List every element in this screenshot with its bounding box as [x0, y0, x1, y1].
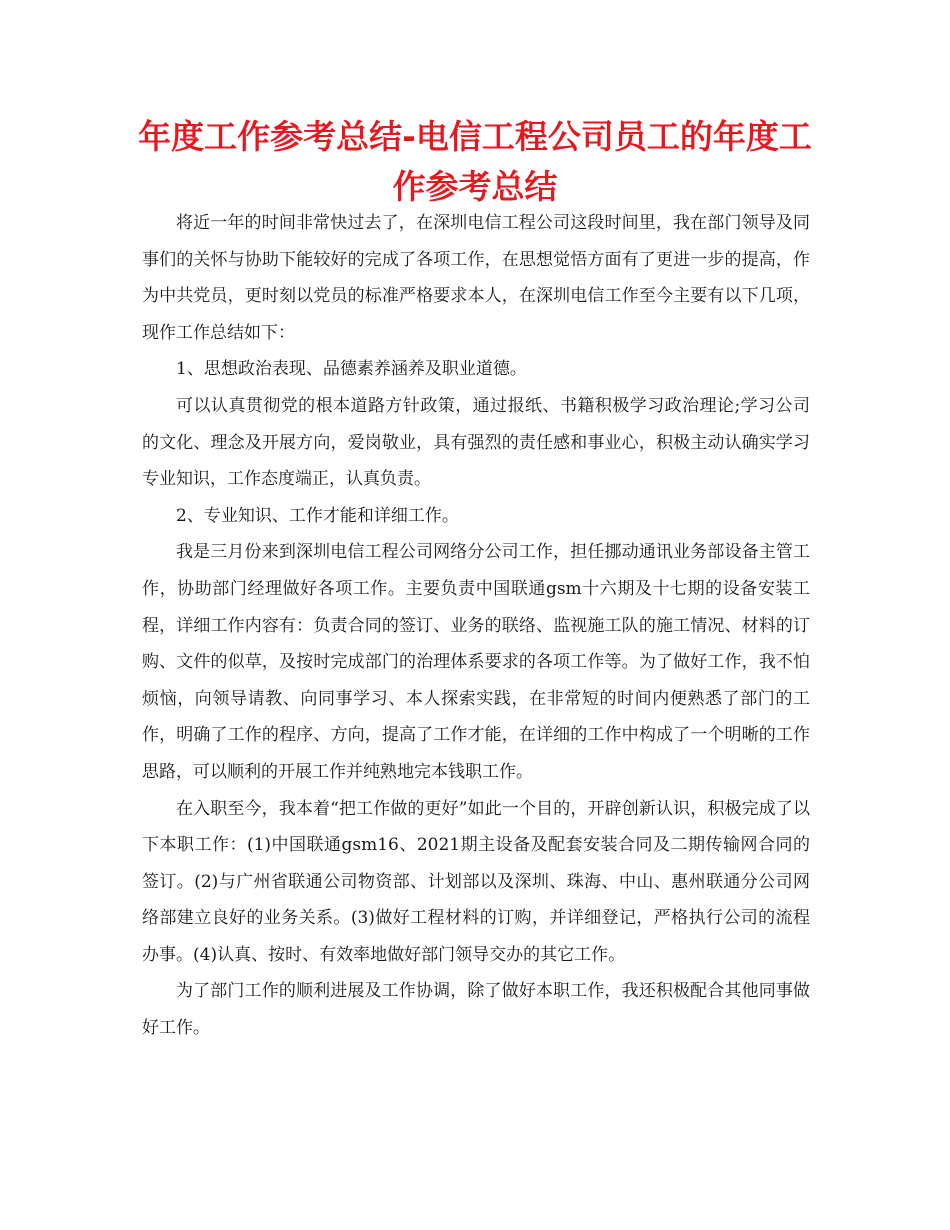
document-title: 年度工作参考总结-电信工程公司员工的年度工作参考总结 — [138, 117, 812, 206]
paragraph-work-details: 我是三月份来到深圳电信工程公司网络分公司工作，担任挪动通讯业务部设备主管工作，协助部门经理做好各项工作。主要负责中国联通gsm十六期及十七期的设备安装工程，详细工作内容有：负责合同的签订、业务的联络、监视施工队的施工情况、材料的订购、文件的似草，及按时完成部门的治理体系要求的各项工作等。为了做好工作，我不怕烦恼，向领导请教、向同事学习、本人探索实践，在非常短的时间内便熟悉了部门的工作，明确了工作的程序、方向，提高了工作才能，在详细的工作中构成了一个明晰的工作思路，可以顺利的开展工作并纯熟地完本钱职工作。 — [142, 542, 810, 782]
paragraph-political: 可以认真贯彻党的根本道路方针政策，通过报纸、书籍积极学习政治理论;学习公司的文化、理念及开展方向，爱岗敬业，具有强烈的责任感和事业心，积极主动认确实学习专业知识，工作态度端正，认真负责。 — [142, 395, 810, 490]
document-body — [142, 205, 810, 1047]
paragraph-heading-1: 1、思想政治表现、品德素养涵养及职业道德。 — [176, 359, 527, 380]
paragraph-heading-2: 2、专业知识、工作才能和详细工作。 — [176, 505, 459, 526]
paragraph-intro: 将近一年的时间非常快过去了，在深圳电信工程公司这段时间里，我在部门领导及同事们的关怀与协助下能较好的完成了各项工作，在思想觉悟方面有了更进一步的提高，作为中共党员，更时刻以党员的标准严格要求本人，在深圳电信工作至今主要有以下几项，现作工作总结如下： — [142, 213, 810, 343]
paragraph-achievements: 在入职至今，我本着“把工作做的更好”如此一个目的，开辟创新认识，积极完成了以下本职工作：(1)中国联通gsm16、2021期主设备及配套安装合同及二期传输网合同的签订。(2)与广州省联通公司物资部、计划部以及深圳、珠海、中山、惠州联通分公司网络部建立良好的业务关系。(3)做好工程材料的订购，并详细登记，严格执行公司的流程办事。(4)认真、按时、有效率地做好部门领导交办的其它工作。 — [142, 798, 810, 965]
paragraph-cooperation: 为了部门工作的顺利进展及工作协调，除了做好本职工作，我还积极配合其他同事做好工作。 — [142, 981, 810, 1039]
